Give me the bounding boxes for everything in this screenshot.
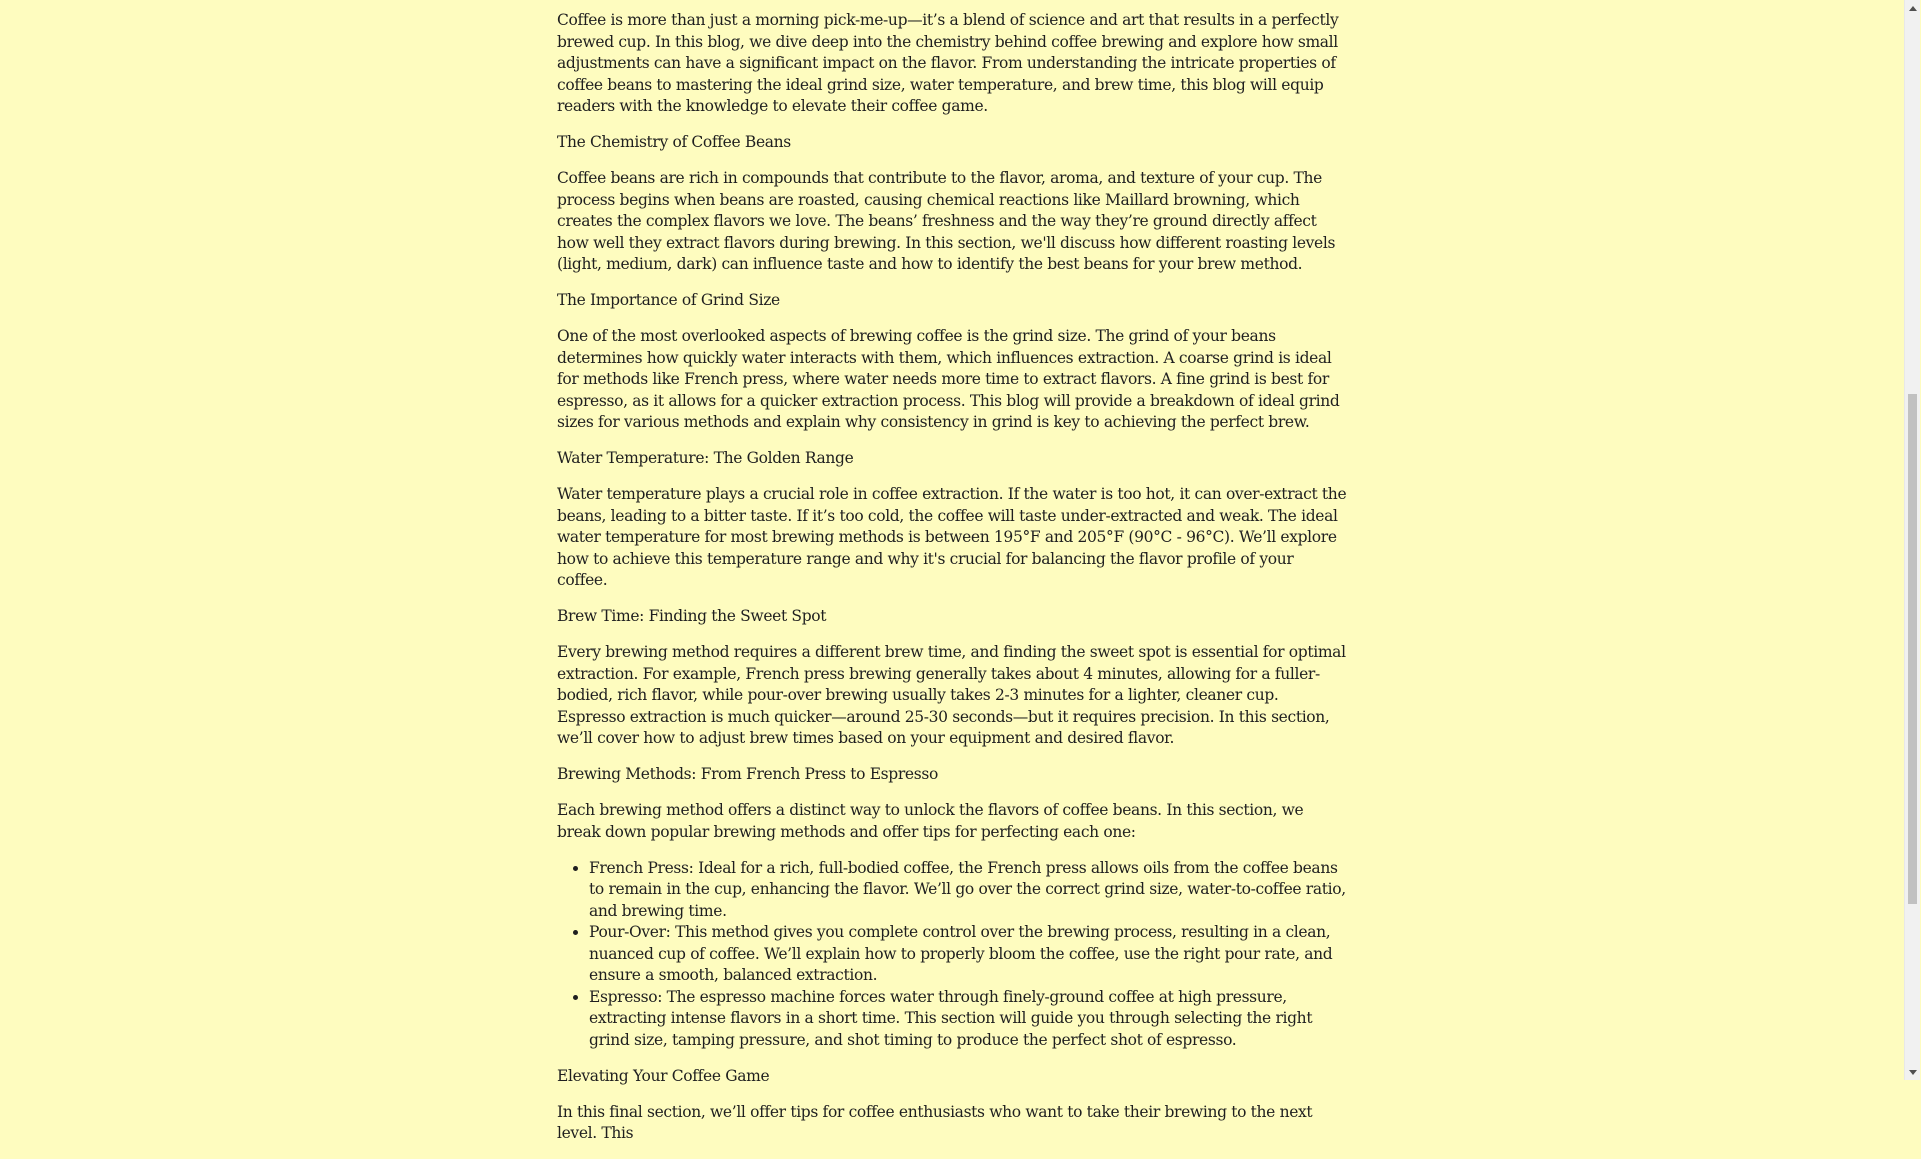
section-body-chemistry: Coffee beans are rich in compounds that contribute to the flavor, aroma, and texture of your cup. The process begins when beans are roasted, causing chemical reactions like Maillard browning, which creates the complex flavors we love. The beans’ freshness and the way they’re ground directly affect how well they extract flavors during brewing. In this section, we'll discuss how different roasting levels (light, medium, dark) can influence taste and how to identify the best beans for your brew method. — [557, 169, 1336, 273]
scrollbar-thumb[interactable] — [1908, 394, 1917, 904]
section-heading-brew-time: Brew Time: Finding the Sweet Spot — [557, 607, 827, 625]
triangle-up-icon — [1909, 6, 1917, 11]
list-item: • Espresso: The espresso machine forces water through finely-ground coffee at high pressure, extracting intense flavors in a short time. This section will guide you through selecting the right grind size, tamping pressure, and shot timing to produce the perfect shot of espresso. — [589, 987, 1347, 1052]
section-heading-grind-size: The Importance of Grind Size — [557, 291, 780, 309]
section-body-brewing-methods: Each brewing method offers a distinct way to unlock the flavors of coffee beans. In this section, we break down popular brewing methods and offer tips for perfecting each one: — [557, 801, 1304, 841]
list-item: • Pour-Over: This method gives you complete control over the brewing process, resulting in a clean, nuanced cup of coffee. We’ll explain how to properly bloom the coffee, use the right pour rate, and ensure a smooth, balanced extraction. — [589, 922, 1347, 987]
section-body-brew-time: Every brewing method requires a different brew time, and finding the sweet spot is essential for optimal extraction. For example, French press brewing generally takes about 4 minutes, allowing for a fuller-bodied, rich flavor, while pour-over brewing usually takes 2-3 minutes for a lighter, cleaner cup. Espresso extraction is much quicker—around 25-30 seconds—but it requires precision. In this section, we’ll cover how to adjust brew times based on your equipment and desired flavor. — [557, 643, 1346, 747]
brewing-methods-list — [557, 858, 1347, 1052]
vertical-scrollbar[interactable] — [1904, 0, 1920, 1080]
section-body-grind-size: One of the most overlooked aspects of brewing coffee is the grind size. The grind of your beans determines how quickly water interacts with them, which influences extraction. A coarse grind is ideal for methods like French press, where water needs more time to extract flavors. A fine grind is best for espresso, as it allows for a quicker extraction process. This blog will provide a breakdown of ideal grind sizes for various methods and explain why consistency in grind is key to achieving the perfect brew. — [557, 327, 1340, 431]
section-body-water-temperature: Water temperature plays a crucial role in coffee extraction. If the water is too hot, it can over-extract the beans, leading to a bitter taste. If it’s too cold, the coffee will taste under-extracted and weak. The ideal water temperature for most brewing methods is between 195°F and 205°F (90°C - 96°C). We’ll explore how to achieve this temperature range and why it's crucial for balancing the flavor profile of your coffee. — [557, 485, 1347, 589]
section-body-elevating: In this final section, we’ll offer tips for coffee enthusiasts who want to take their brewing to the next level. This — [557, 1102, 1313, 1142]
intro-paragraph: Coffee is more than just a morning pick-me-up—it’s a blend of science and art that results in a perfectly brewed cup. In this blog, we dive deep into the chemistry behind coffee brewing and explore how small adjustments can have a significant impact on the flavor. From understanding the intricate properties of coffee beans to mastering the ideal grind size, water temperature, and brew time, this blog will equip readers with the knowledge to elevate their coffee game. — [557, 11, 1339, 115]
section-heading-elevating: Elevating Your Coffee Game — [557, 1066, 770, 1085]
list-item: • French Press: Ideal for a rich, full-bodied coffee, the French press allows oils from the coffee beans to remain in the cup, enhancing the flavor. We’ll go over the correct grind size, water-to-coffee ratio, and brewing time. — [589, 858, 1347, 923]
triangle-down-icon — [1909, 1070, 1917, 1075]
section-heading-chemistry: The Chemistry of Coffee Beans — [557, 133, 791, 151]
section-heading-water-temperature: Water Temperature: The Golden Range — [557, 449, 854, 467]
blog-article — [557, 10, 1347, 1159]
scroll-down-button[interactable] — [1905, 1064, 1921, 1080]
scroll-up-button[interactable] — [1905, 0, 1921, 16]
section-heading-brewing-methods: Brewing Methods: From French Press to Espresso — [557, 765, 938, 783]
